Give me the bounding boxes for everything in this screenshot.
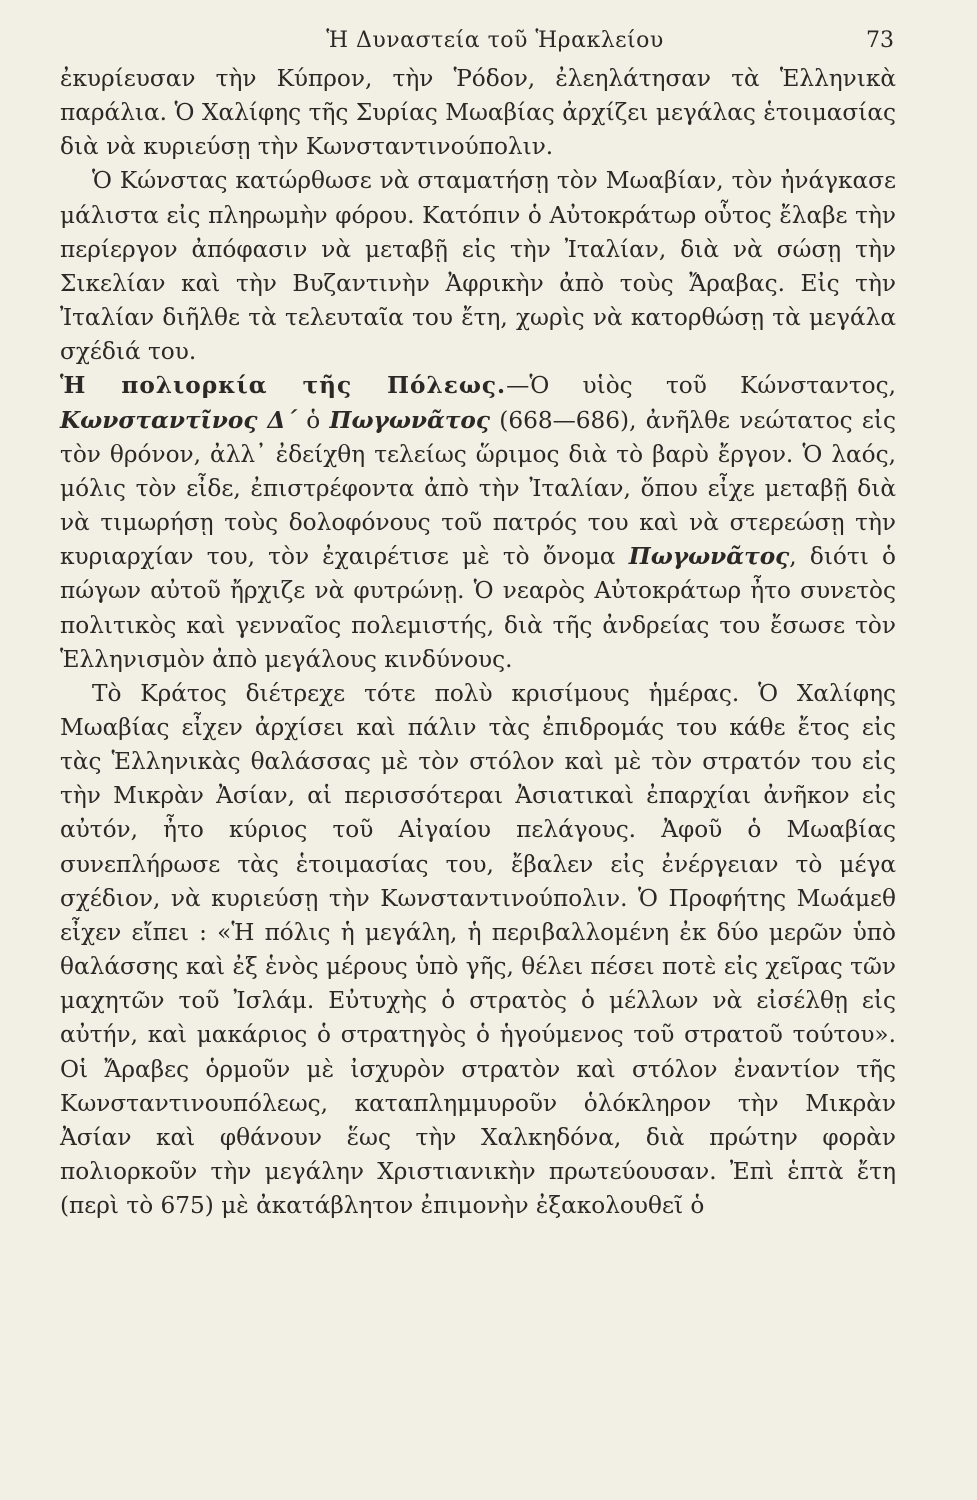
body-text [60,62,896,1223]
paragraph-siege-section [60,369,896,676]
page-number: 73 [866,28,894,53]
running-title: Ἡ Δυναστεία τοῦ Ἡρακλείου [326,28,664,53]
siege-text-4: , διότι ὁ πώγων αὐτοῦ ἤρχιζε νὰ φυτρώνῃ. Ὁ νεαρὸς Αὐτοκράτωρ ἦτο συνετὸς πολιτικὸς καὶ γενναῖος πολεμιστής, διὰ τῆς ἀνδρείας του ἔσωσε τὸν Ἑλληνισμὸν ἀπὸ μεγάλους κινδύνους. [60,543,896,673]
paragraph-konstas: Ὁ Κώνστας κατώρθωσε νὰ σταματήσῃ τὸν Μωαβίαν, τὸν ἠνάγκασε μάλιστα εἰς πληρωμὴν φόρου. Κατόπιν ὁ Αὐτοκράτωρ οὗτος ἔλαβε τὴν περίεργον ἀπόφασιν νὰ μεταβῇ εἰς τὴν Ἰταλίαν, διὰ νὰ σώσῃ τὴν Σικελίαν καὶ τὴν Βυζαντινὴν Ἀφρικὴν ἀπὸ τοὺς Ἄραβας. Εἰς τὴν Ἰταλίαν διῆλθε τὰ τελευταῖα του ἔτη, χωρὶς νὰ κατορθώσῃ τὰ μεγάλα σχέδιά του. [60,167,896,366]
running-head [100,24,894,58]
epithet-name: Πωγωνᾶτος [628,543,790,571]
emperor-epithet: Πωγωνᾶτος [329,406,491,434]
section-heading: Ἡ πολιορκία τῆς Πόλεως. [60,372,507,400]
paragraph-continuation: ἐκυρίευσαν τὴν Κύπρον, τὴν Ῥόδον, ἐλεηλάτησαν τὰ Ἑλληνικὰ παράλια. Ὁ Χαλίφης τῆς Συρίας Μωαβίας ἀρχίζει μεγάλας ἑτοιμασίας διὰ νὰ κυριεύσῃ τὴν Κωνσταντινούπολιν. [60,65,896,161]
emperor-name: Κωνσταντῖνος Δ´ [60,406,298,434]
siege-text-1: —Ὁ υἱὸς τοῦ Κώνσταντος, [506,372,896,400]
siege-text-3: (668—686), ἀνῆλθε νεώτατος εἰς τὸν θρόνον, ἀλλ᾽ ἐδείχθη τελείως ὥριμος διὰ τὸ βαρὺ ἔργον. Ὁ λαός, μόλις τὸν εἶδε, ἐπιστρέφοντα ἀπὸ τὴν Ἰταλίαν, ὅπου εἶχε μεταβῇ διὰ νὰ τιμωρήσῃ τοὺς δολοφόνους τοῦ πατρός του καὶ νὰ στερεώσῃ τὴν κυριαρχίαν του, τὸν ἐχαιρέτισε μὲ τὸ ὄνομα [60,406,896,571]
siege-text-2: ὁ [297,406,330,434]
paragraph-state-crisis: Τὸ Κράτος διέτρεχε τότε πολὺ κρισίμους ἡμέρας. Ὁ Χαλίφης Μωαβίας εἶχεν ἀρχίσει καὶ πάλιν τὰς ἐπιδρομάς του κάθε ἔτος εἰς τὰς Ἑλληνικὰς θαλάσσας μὲ τὸν στόλον καὶ μὲ τὸν στρατόν του εἰς τὴν Μικρὰν Ἀσίαν, αἱ περισσότεραι Ἀσιατικαὶ ἐπαρχίαι ἀνῆκον εἰς αὐτόν, ἦτο κύριος τοῦ Αἰγαίου πελάγους. Ἀφοῦ ὁ Μωαβίας συνεπλήρωσε τὰς ἑτοιμασίας του, ἔβαλεν εἰς ἐνέργειαν τὸ μέγα σχέδιον, νὰ κυριεύσῃ τὴν Κωνσταντινούπολιν. Ὁ Προφήτης Μωάμεθ εἶχεν εἴπει : «Ἡ πόλις ἡ μεγάλη, ἡ περιβαλλομένη ἐκ δύο μερῶν ὑπὸ θαλάσσης καὶ ἐξ ἑνὸς μέρους ὑπὸ γῆς, θέλει πέσει ποτὲ εἰς χεῖρας τῶν μαχητῶν τοῦ Ἰσλάμ. Εὐτυχὴς ὁ στρατὸς ὁ μέλλων νὰ εἰσέλθῃ εἰς αὐτήν, καὶ μακάριος ὁ στρατηγὸς ὁ ἡγούμενος τοῦ στρατοῦ τούτου». Οἱ Ἄραβες ὁρμοῦν μὲ ἰσχυρὸν στρατὸν καὶ στόλον ἐναντίον τῆς Κωνσταντινουπόλεως, καταπλημμυροῦν ὁλόκληρον τὴν Μικρὰν Ἀσίαν καὶ φθάνουν ἕως τὴν Χαλκηδόνα, διὰ πρώτην φορὰν πολιορκοῦν τὴν μεγάλην Χριστιανικὴν πρωτεύουσαν. Ἐπὶ ἑπτὰ ἔτη (περὶ τὸ 675) μὲ ἀκατάβλητον ἐπιμονὴν ἐξακολουθεῖ ὁ [60,679,896,1220]
